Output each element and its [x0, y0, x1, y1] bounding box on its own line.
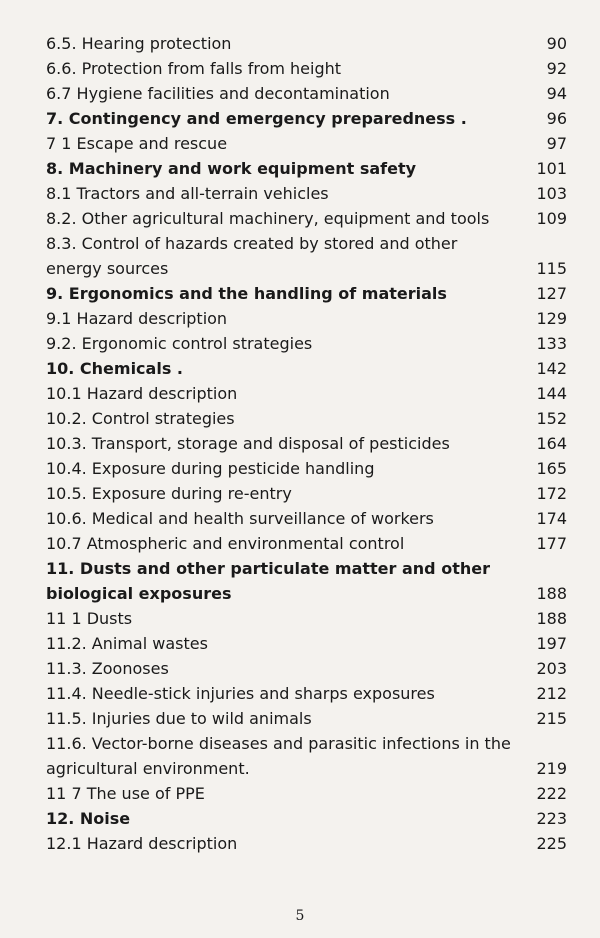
toc-entry-label: 10.1 Hazard description	[46, 384, 238, 403]
toc-entry-page: 177	[536, 534, 567, 553]
toc-entry-label: 8.3. Control of hazards created by stored and other energy sources	[46, 234, 458, 278]
toc-entry	[46, 381, 567, 406]
toc-entry-page: 172	[536, 484, 567, 503]
toc-entry-page: 90	[546, 34, 567, 53]
toc-entry	[46, 706, 567, 731]
toc-entry-page: 92	[546, 59, 567, 78]
toc-entry-label: 12. Noise	[46, 809, 131, 828]
toc-entry-label: 6.5. Hearing protection	[46, 34, 232, 53]
toc-heading	[46, 356, 567, 381]
toc-entry-label: 10. Chemicals .	[46, 359, 183, 378]
toc-entry	[46, 56, 567, 81]
toc-entry-label: 10.3. Transport, storage and disposal of pesticides	[46, 434, 450, 453]
toc-entry-label: 9. Ergonomics and the handling of materials	[46, 284, 447, 303]
toc-entry-page: 203	[536, 659, 567, 678]
toc-entry	[46, 531, 567, 556]
toc-entry	[46, 206, 567, 231]
toc-entry-label: 11.2. Animal wastes	[46, 634, 208, 653]
toc-entry-page: 133	[536, 334, 567, 353]
toc-entry-label: 11.5. Injuries due to wild animals	[46, 709, 312, 728]
toc-entry-page: 215	[536, 709, 567, 728]
toc-entry-label: 11 7 The use of PPE	[46, 784, 205, 803]
toc-entry-page: 96	[546, 109, 567, 128]
toc-entry-page: 223	[536, 809, 567, 828]
toc-entry	[46, 731, 567, 781]
toc-entry-page: 103	[536, 184, 567, 203]
toc-entry-label: 12.1 Hazard description	[46, 834, 238, 853]
toc-heading	[46, 806, 567, 831]
toc-entry-label: 7 1 Escape and rescue	[46, 134, 228, 153]
toc-entry-page: 222	[536, 784, 567, 803]
toc-entry-label: 11. Dusts and other particulate matter and other biological exposures	[46, 559, 490, 603]
toc-entry	[46, 31, 567, 56]
toc-entry	[46, 81, 567, 106]
toc-entry-page: 212	[536, 684, 567, 703]
toc-heading	[46, 281, 567, 306]
toc-entry-page: 164	[536, 434, 567, 453]
toc-entry-page: 142	[536, 359, 567, 378]
toc-entry-page: 115	[536, 259, 567, 278]
toc-entry-label: 11 1 Dusts	[46, 609, 133, 628]
toc-entry-label: 9.2. Ergonomic control strategies	[46, 334, 313, 353]
toc-entry-label: 8.2. Other agricultural machinery, equipment and tools	[46, 209, 490, 228]
toc-heading	[46, 156, 567, 181]
toc-entry-page: 152	[536, 409, 567, 428]
toc-entry-label: 11.6. Vector-borne diseases and parasitic infections in the agricultural environment.	[46, 734, 511, 778]
toc-entry	[46, 331, 567, 356]
toc-entry-label: 10.6. Medical and health surveillance of workers	[46, 509, 434, 528]
toc-entry-label: 10.2. Control strategies	[46, 409, 235, 428]
toc-entry-page: 188	[536, 584, 567, 603]
table-of-contents	[46, 31, 567, 856]
toc-entry-page: 129	[536, 309, 567, 328]
toc-entry-label: 6.7 Hygiene facilities and decontamination	[46, 84, 390, 103]
toc-entry	[46, 481, 567, 506]
toc-entry	[46, 431, 567, 456]
toc-entry-label: 8. Machinery and work equipment safety	[46, 159, 417, 178]
toc-entry-label: 11.4. Needle-stick injuries and sharps exposures	[46, 684, 435, 703]
toc-entry-page: 101	[536, 159, 567, 178]
toc-entry	[46, 506, 567, 531]
toc-entry-page: 109	[536, 209, 567, 228]
toc-heading	[46, 106, 567, 131]
toc-entry	[46, 406, 567, 431]
toc-entry	[46, 456, 567, 481]
toc-entry-page: 165	[536, 459, 567, 478]
toc-entry-label: 8.1 Tractors and all-terrain vehicles	[46, 184, 329, 203]
toc-entry	[46, 681, 567, 706]
toc-entry-label: 11.3. Zoonoses	[46, 659, 169, 678]
toc-entry	[46, 131, 567, 156]
toc-entry	[46, 831, 567, 856]
toc-entry-label: 10.7 Atmospheric and environmental control	[46, 534, 405, 553]
toc-entry-page: 225	[536, 834, 567, 853]
toc-entry	[46, 781, 567, 806]
toc-heading	[46, 556, 567, 606]
page-number: 5	[295, 908, 305, 924]
toc-entry-label: 9.1 Hazard description	[46, 309, 228, 328]
toc-entry-page: 197	[536, 634, 567, 653]
toc-entry-page: 144	[536, 384, 567, 403]
toc-entry-page: 127	[536, 284, 567, 303]
toc-entry-label: 7. Contingency and emergency preparedness .	[46, 109, 467, 128]
toc-entry	[46, 181, 567, 206]
toc-entry-label: 10.4. Exposure during pesticide handling	[46, 459, 375, 478]
toc-entry-page: 219	[536, 759, 567, 778]
toc-entry-page: 97	[546, 134, 567, 153]
toc-entry	[46, 656, 567, 681]
toc-entry	[46, 606, 567, 631]
toc-entry	[46, 306, 567, 331]
toc-entry-page: 174	[536, 509, 567, 528]
toc-entry	[46, 631, 567, 656]
toc-entry-page: 94	[546, 84, 567, 103]
toc-entry-label: 6.6. Protection from falls from height	[46, 59, 342, 78]
toc-entry	[46, 231, 567, 281]
toc-entry-page: 188	[536, 609, 567, 628]
toc-entry-label: 10.5. Exposure during re-entry	[46, 484, 292, 503]
